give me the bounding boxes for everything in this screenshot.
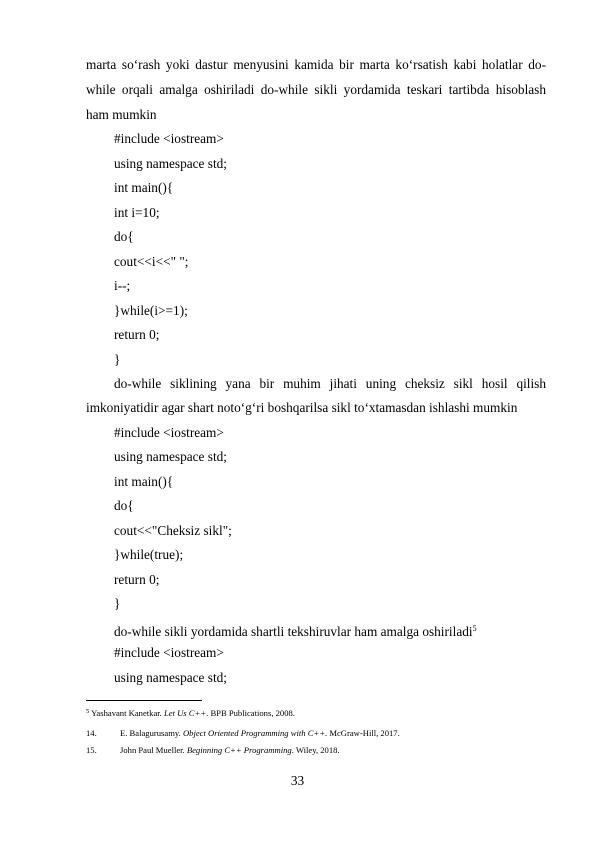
footnote-title: Beginning C++ Programming	[186, 745, 292, 755]
paragraph-line: marta so‘rash yoki dastur menyusini kamida bir marta ko‘rsatish kabi holatlar do-	[86, 57, 546, 72]
footnote-title: Object Oriented Programming with C++	[182, 728, 326, 738]
paragraph-line	[114, 621, 477, 640]
footnote-5	[86, 706, 295, 719]
footnote-title: Let Us C++	[163, 708, 207, 718]
footnote-rest: . Wiley, 2018.	[291, 745, 340, 755]
footnote-divider	[86, 700, 202, 701]
code-line: int main(){	[114, 474, 174, 489]
code-line: #include <iostream>	[114, 131, 224, 146]
code-line: }while(i>=1);	[114, 303, 188, 318]
footnote-number: 5	[86, 708, 90, 715]
code-line: cout<<"Cheksiz sikl";	[114, 523, 232, 538]
footnote-author: Yashavant Kanetkar.	[89, 708, 164, 718]
code-line: }	[114, 596, 121, 611]
footnote-number: 15.	[86, 745, 97, 755]
code-line: }	[114, 352, 121, 367]
footnote-text	[120, 728, 400, 739]
paragraph-text: do-while sikli yordamida shartli tekshiruvlar ham amalga oshiriladi	[114, 624, 473, 639]
paragraph-line: imkoniyatidir agar shart noto‘g‘ri boshqarilsa sikl to‘xtamasdan ishlashi mumkin	[86, 400, 518, 415]
paragraph-line: while orqali amalga oshiriladi do-while sikli yordamida teskari tartibda hisoblash	[86, 82, 546, 97]
code-line: #include <iostream>	[114, 645, 224, 660]
code-line: using namespace std;	[114, 670, 227, 685]
code-line: return 0;	[114, 572, 160, 587]
code-line: using namespace std;	[114, 156, 227, 171]
footnote-rest: . BPB Publications, 2008.	[206, 708, 295, 718]
code-line: return 0;	[114, 327, 160, 342]
footnote-rest: . McGraw-Hill, 2017.	[325, 728, 400, 738]
paragraph-line: ham mumkin	[86, 107, 157, 122]
code-line: int main(){	[114, 180, 174, 195]
footnote-author: E. Balagurusamy.	[120, 728, 183, 738]
code-line: do{	[114, 498, 134, 513]
code-line: do{	[114, 229, 134, 244]
footnote-reference[interactable]: 5	[472, 624, 477, 633]
page-number: 33	[290, 773, 305, 788]
code-line: int i=10;	[114, 205, 160, 220]
code-line: using namespace std;	[114, 449, 227, 464]
footnote-number: 14.	[86, 728, 97, 738]
code-line: cout<<i<<" ";	[114, 254, 189, 269]
footnote-author: John Paul Mueller.	[120, 745, 187, 755]
code-line: }while(true);	[114, 547, 184, 562]
footnote-text	[120, 745, 340, 756]
code-line: #include <iostream>	[114, 425, 224, 440]
paragraph-line: do-while siklining yana bir muhim jihati uning cheksiz sikl hosil qilish	[114, 376, 546, 391]
code-line: i--;	[114, 278, 131, 293]
